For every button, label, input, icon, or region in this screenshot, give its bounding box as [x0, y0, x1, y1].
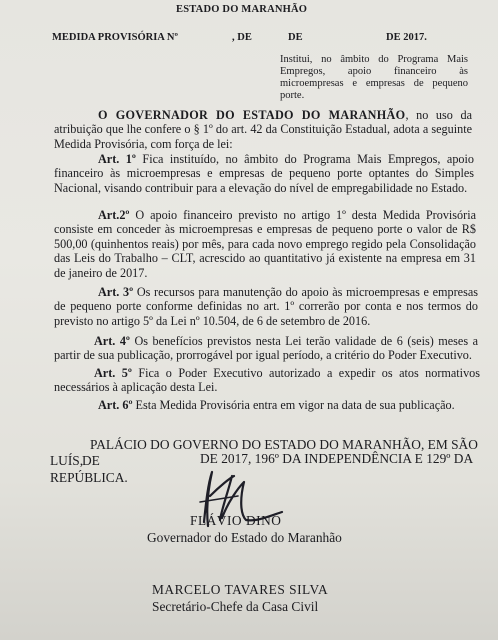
secretary-name: MARCELO TAVARES SILVA [152, 582, 329, 597]
closing-day-de: DE [82, 453, 100, 468]
article-2 [54, 208, 476, 280]
article-3-text: Os recursos para manutenção do apoio às microempresas e empresas de pequeno porte conforme definidas no art. 1º correrão por conta e nos termos do previsto no artigo 5º da Lei nº 10.504, de 6 de setembro de 2016. [54, 285, 478, 328]
article-4-label: Art. 4º [94, 334, 130, 348]
article-1-label: Art. 1º [98, 152, 136, 166]
governor-title: O GOVERNADOR DO ESTADO DO MARANHÃO [98, 108, 406, 122]
mp-day-label: , DE [232, 32, 252, 43]
preamble-paragraph [54, 108, 472, 151]
mp-month-label: DE [288, 32, 303, 43]
secretary-role: Secretário-Chefe da Casa Civil [152, 599, 319, 614]
mp-year-label: DE 2017. [386, 32, 427, 43]
closing-city: LUÍS, [50, 453, 84, 468]
closing-line-2: DE 2017, 196º DA INDEPENDÊNCIA E 129º DA [200, 451, 474, 466]
article-1-text: Fica instituído, no âmbito do Programa Mais Empregos, apoio financeiro às microempresas e empresas de pequeno porte optantes do Simples Nacional, visando contribuir para a elevação do nível de empregabilidade no Estado. [54, 152, 474, 195]
article-4-text: Os benefícios previstos nesta Lei terão validade de 6 (seis) meses a partir de sua publicação, prorrogável por igual período, a critério do Poder Executivo. [54, 334, 479, 363]
article-5-label: Art. 5º [94, 366, 132, 380]
signer-name: FLÁVIO DINO [190, 513, 282, 528]
ementa-text: Institui, no âmbito do Programa Mais Empregos, apoio financeiro às microempresas e empresas de pequeno porte. [280, 54, 468, 101]
preamble-text: , no uso da atribuição que lhe confere o § 1º do art. 42 da Constituição Estadual, adota a seguinte Medida Provisória, com força de lei: [54, 108, 472, 151]
closing-line-1: PALÁCIO DO GOVERNO DO ESTADO DO MARANHÃO, EM SÃO [90, 437, 478, 452]
article-6-text: Esta Medida Provisória entra em vigor na data de sua publicação. [132, 398, 455, 412]
closing-line-3: REPÚBLICA. [50, 470, 128, 485]
article-6-label: Art. 6º [98, 398, 133, 412]
article-4 [54, 334, 478, 363]
article-3-label: Art. 3º [98, 285, 134, 299]
article-1 [54, 152, 474, 195]
document-header-title: ESTADO DO MARANHÃO [176, 4, 308, 15]
signer-role: Governador do Estado do Maranhão [147, 530, 342, 545]
article-2-text: O apoio financeiro previsto no artigo 1º desta Medida Provisória consiste em conceder às microempresas e empresas de pequeno porte o valor de R$ 500,00 (quinhentos reais) por mês, para cada novo emprego regido pela Consolidação das Leis do Trabalho – CLT, acrescido ao quantitativo já existente na empresa em 31 de janeiro de 2017. [54, 208, 476, 280]
mp-number-label: MEDIDA PROVISÓRIA Nº [52, 32, 178, 43]
article-3 [54, 285, 478, 328]
article-6 [54, 398, 482, 412]
article-2-label: Art.2º [98, 208, 130, 222]
article-5 [54, 366, 480, 395]
article-5-text: Fica o Poder Executivo autorizado a expedir os atos normativos necessários à aplicação desta Lei. [54, 366, 480, 395]
